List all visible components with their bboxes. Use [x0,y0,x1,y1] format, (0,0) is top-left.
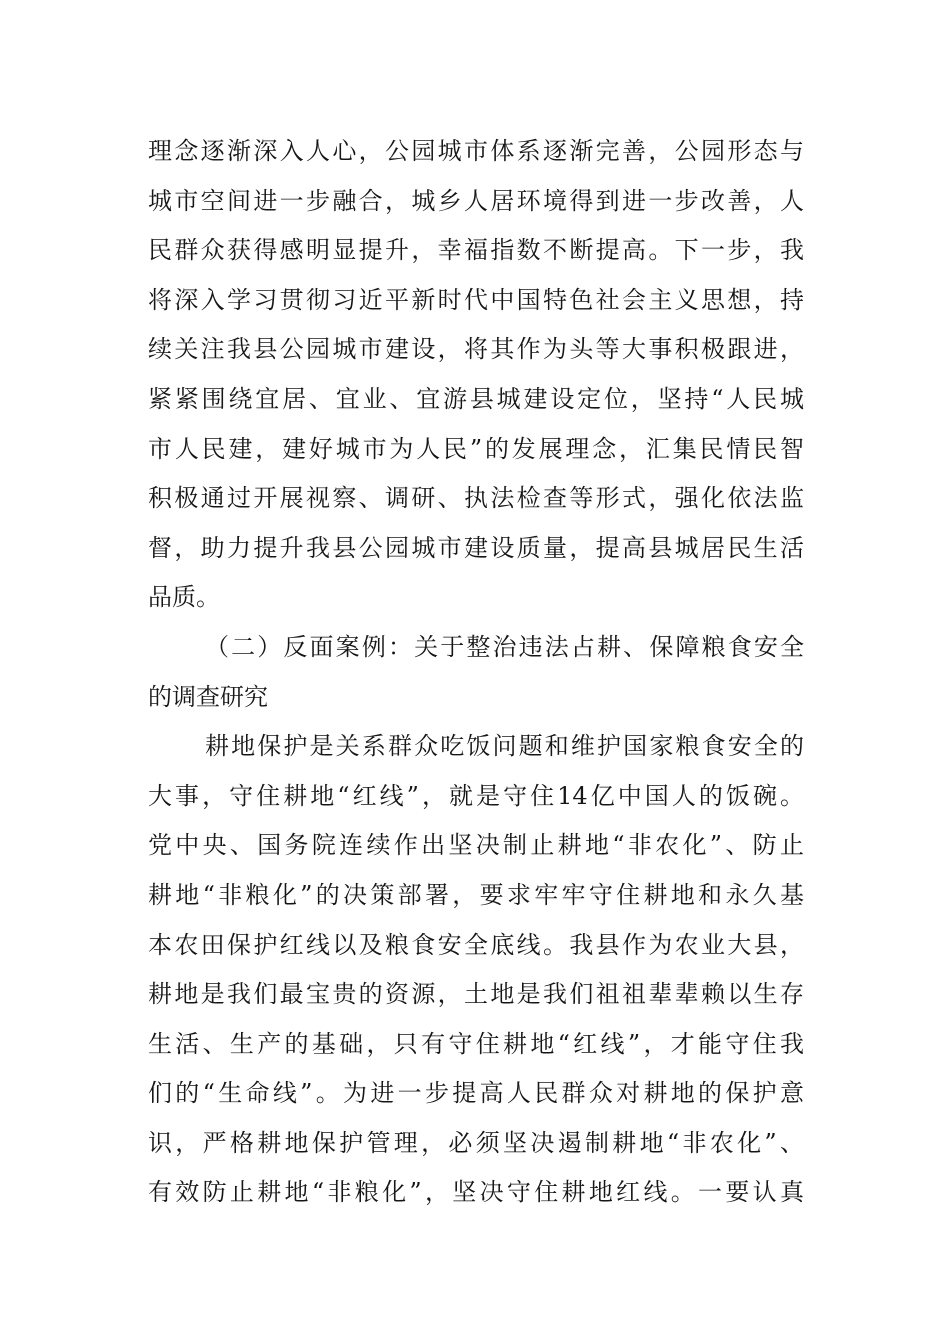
section-heading [148,623,804,722]
text-line: 耕地保护是关系群众吃饭问题和维护国家粮食安全的 [205,732,804,761]
text-line: 城市空间进一步融合，城乡人居环境得到进一步改善，人 [148,186,804,215]
text-line: 识，严格耕地保护管理，必须坚决遏制耕地“非农化”、 [148,1128,804,1157]
text-line: 们的“生命线”。为进一步提高人民群众对耕地的保护意 [148,1079,804,1108]
text-line: 大事，守住耕地“红线”，就是守住14亿中国人的饭碗。 [148,781,804,810]
text-line: 党中央、国务院连续作出坚决制止耕地“非农化”、防止 [148,831,804,860]
text-line: 民群众获得感明显提升，幸福指数不断提高。下一步，我 [148,236,804,265]
document-body [148,127,804,1218]
text-line: 理念逐渐深入人心，公园城市体系逐渐完善，公园形态与 [148,137,804,165]
text-line: 紧紧围绕宜居、宜业、宜游县城建设定位，坚持“人民城 [148,384,804,413]
text-line: 积极通过开展视察、调研、执法检查等形式，强化依法监 [148,484,804,513]
text-line: 品质。 [148,583,220,612]
text-line: 市人民建，建好城市为人民”的发展理念，汇集民情民智 [148,434,804,463]
text-line: 续关注我县公园城市建设，将其作为头等大事积极跟进， [148,335,804,364]
text-line: 督，助力提升我县公园城市建设质量，提高县城居民生活 [148,533,804,562]
text-line: 将深入学习贯彻习近平新时代中国特色社会主义思想，持 [148,285,804,314]
text-line: 有效防止耕地“非粮化”，坚决守住耕地红线。一要认真 [148,1178,804,1207]
body-paragraph [148,722,804,1218]
text-line: 耕地是我们最宝贵的资源，土地是我们祖祖辈辈赖以生存 [148,980,804,1009]
text-line: 本农田保护红线以及粮食安全底线。我县作为农业大县， [148,930,804,959]
text-line: 耕地“非粮化”的决策部署，要求牢牢守住耕地和永久基 [148,880,804,909]
heading-line: 的调查研究 [148,682,268,711]
heading-line: （二）反面案例：关于整治违法占耕、保障粮食安全 [205,632,804,661]
text-line: 生活、生产的基础，只有守住耕地“红线”，才能守住我 [148,1029,804,1058]
body-paragraph [148,127,804,623]
